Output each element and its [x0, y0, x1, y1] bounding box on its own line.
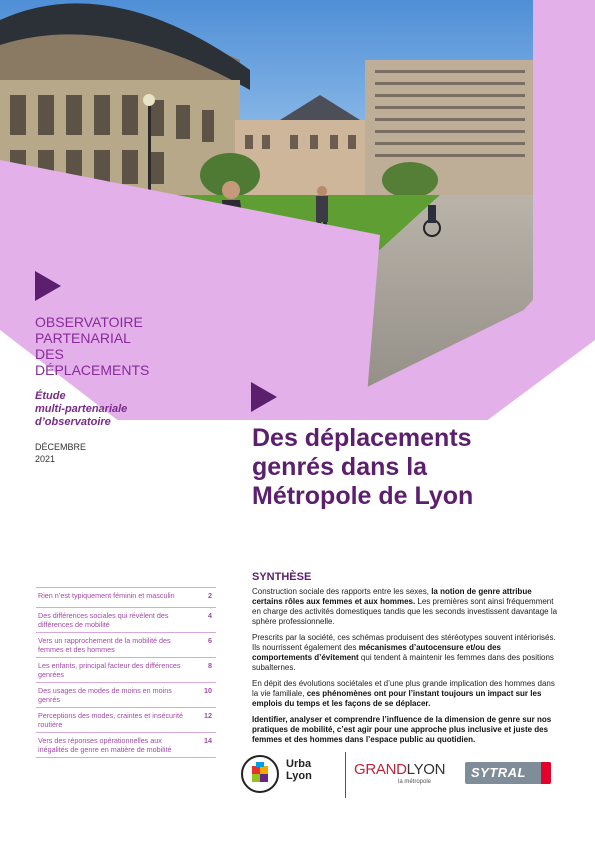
sytral-text: SYTRAL [471, 765, 526, 780]
title-line: Métropole de Lyon [252, 482, 474, 510]
publication-date [35, 441, 86, 465]
urbalyon-line: Lyon [286, 770, 312, 782]
synthese-paragraph [252, 633, 560, 673]
text-run: qui tendent à maintenir les femmes dans des positions subalternes. [252, 653, 554, 672]
grandlyon-subtitle: la métropole [398, 779, 432, 785]
logo-separator [345, 752, 346, 798]
sytral-logo [465, 762, 551, 784]
toc-label: Des usages de modes de moins en moins genrés [38, 686, 172, 704]
synthese-paragraph [252, 715, 560, 745]
text-run: Prescrits par la société, ces schémas produisent des stéréotypes souvent intériorisés. Ils nourrissent également des [252, 633, 556, 652]
toc-page: 8 [208, 661, 212, 670]
etude-label [35, 390, 127, 429]
observatoire-line: DÉPLACEMENTS [35, 362, 150, 378]
urbalyon-logo-text [286, 758, 312, 782]
toc-item[interactable] [36, 633, 216, 658]
toc-item[interactable] [36, 658, 216, 683]
urbalyon-logo-icon [240, 754, 280, 794]
toc-label: Vers un rapprochement de la mobilité des femmes et des hommes [38, 636, 171, 654]
grandlyon-logo [354, 761, 445, 778]
text-run: En dépit des évolutions sociétales et d’une plus grande implication des hommes dans la vie familiale, [252, 679, 555, 698]
toc-item[interactable] [36, 587, 216, 608]
observatoire-heading [35, 314, 149, 378]
toc-item[interactable] [36, 708, 216, 733]
text-run: Construction sociale des rapports entre les sexes, [252, 587, 432, 596]
date-month: DÉCEMBRE [35, 442, 87, 452]
toc-page: 6 [208, 636, 212, 645]
play-triangle-icon [35, 271, 61, 301]
etude-line: d’observatoire [35, 416, 111, 428]
toc-item[interactable] [36, 608, 216, 633]
text-run-bold: mécanismes d’autocensure et/ou des comportements d’évitement [252, 643, 502, 662]
toc-label: Les enfants, principal facteur des différences genrées [38, 661, 181, 679]
toc-page: 4 [208, 611, 212, 620]
title-line: genrés dans la [252, 453, 428, 481]
play-triangle-icon [251, 382, 277, 412]
toc-label: Vers des réponses opérationnelles aux inégalités de genre en matière de mobilité [38, 736, 172, 754]
urbalyon-line: Urba [286, 758, 312, 770]
toc-label: Perceptions des modes, craintes et insécurité routière [38, 711, 184, 729]
text-run: Les premières sont ainsi fréquemment en charge des activités domestiques tandis que les seconds investissent davantage la sphère professionnelle. [252, 597, 558, 626]
toc-page: 14 [204, 736, 212, 745]
table-of-contents [36, 587, 216, 758]
document-title [252, 424, 582, 511]
text-run-bold: la notion de genre attribue certains rôles aux femmes et aux hommes. [252, 587, 532, 606]
text-run-bold: ces phénomènes ont pour l’instant toujours un impact sur les emplois du temps et les façons de se déplacer. [252, 689, 542, 708]
title-line: Des déplacements [252, 424, 472, 452]
synthese-title: SYNTHÈSE [252, 571, 312, 583]
toc-page: 2 [208, 591, 212, 600]
etude-line: Étude [35, 390, 66, 402]
toc-page: 12 [204, 711, 212, 720]
synthese-section [252, 572, 560, 751]
toc-label: Rien n’est typiquement féminin et masculin [38, 591, 175, 600]
etude-line: multi-partenariale [35, 403, 128, 415]
sytral-red-bar [541, 762, 551, 784]
observatoire-line: PARTENARIAL [35, 330, 131, 346]
date-year: 2021 [35, 454, 56, 464]
toc-item[interactable] [36, 683, 216, 708]
observatoire-line: OBSERVATOIRE [35, 314, 143, 330]
grandlyon-lyon: LYON [406, 761, 446, 778]
observatoire-line: DES [35, 346, 64, 362]
text-run-bold: Identifier, analyser et comprendre l’influence de la dimension de genre sur nos pratiques de mobilité, c’est agir pour une approche plus inclusive et juste des femmes et des hommes dans l’espace public au quotidien. [252, 715, 552, 744]
synthese-paragraph [252, 679, 560, 709]
grandlyon-grand: GRAND [354, 761, 407, 778]
toc-item[interactable] [36, 733, 216, 758]
toc-label: Des différences sociales qui révèlent des différences de mobilité [38, 611, 169, 629]
synthese-paragraph [252, 587, 560, 627]
partner-logos [240, 752, 560, 800]
toc-page: 10 [204, 686, 212, 695]
